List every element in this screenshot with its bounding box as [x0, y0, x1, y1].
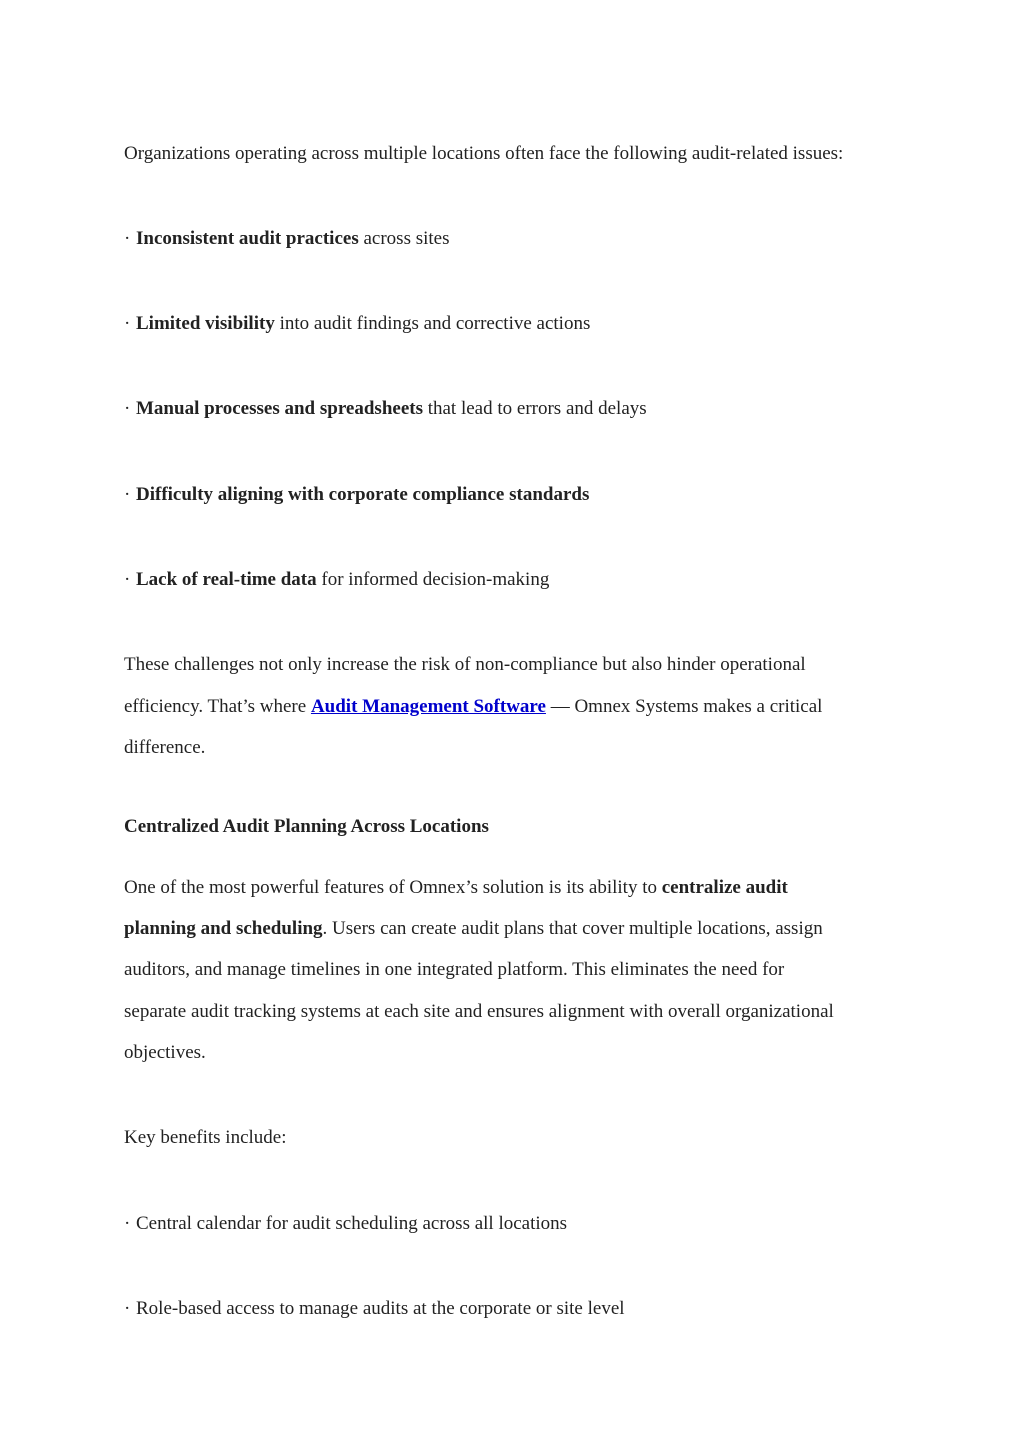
- issue-item: [124, 228, 450, 250]
- bullet-icon: ·: [124, 228, 131, 249]
- bullet-icon: ·: [124, 1213, 131, 1234]
- issue-text: across sites: [358, 228, 450, 249]
- issue-item: [124, 313, 590, 335]
- benefit-item: [124, 1213, 567, 1235]
- audit-management-software-link[interactable]: Audit Management Software: [310, 696, 546, 717]
- section-body-line: separate audit tracking systems at each site and ensures alignment with overall organizational: [124, 1001, 834, 1022]
- issue-text: that lead to errors and delays: [422, 398, 647, 419]
- section-body-line: [124, 918, 823, 940]
- issue-text: for informed decision-making: [316, 569, 550, 590]
- benefit-text: Central calendar for audit scheduling across all locations: [136, 1213, 568, 1234]
- bullet-icon: ·: [124, 484, 131, 505]
- challenges-text: efficiency. That’s where: [124, 696, 311, 717]
- section-heading: Centralized Audit Planning Across Locations: [124, 816, 489, 837]
- section-bold-text: centralize audit: [661, 877, 788, 898]
- bullet-icon: ·: [124, 313, 131, 334]
- section-bold-text: planning and scheduling: [124, 918, 323, 939]
- issue-bold-text: Lack of real-time data: [136, 569, 317, 590]
- bullet-icon: ·: [124, 1298, 131, 1319]
- bullet-icon: ·: [124, 569, 131, 590]
- benefit-text: Role-based access to manage audits at the corporate or site level: [136, 1298, 625, 1319]
- benefit-item: [124, 1298, 625, 1320]
- section-body-line: auditors, and manage timelines in one integrated platform. This eliminates the need for: [124, 959, 785, 980]
- intro-paragraph: Organizations operating across multiple locations often face the following audit-related issues:: [124, 143, 844, 164]
- issue-bold-text: Difficulty aligning with corporate compliance standards: [136, 484, 590, 505]
- challenges-paragraph-line: [124, 696, 822, 718]
- challenges-paragraph-line: difference.: [124, 737, 206, 758]
- section-text: One of the most powerful features of Omnex’s solution is its ability to: [124, 877, 662, 898]
- section-text: . Users can create audit plans that cover multiple locations, assign: [322, 918, 823, 939]
- issue-item: [124, 569, 549, 591]
- bullet-icon: ·: [124, 398, 131, 419]
- issue-text: into audit findings and corrective actions: [274, 313, 591, 334]
- benefits-intro: Key benefits include:: [124, 1127, 287, 1148]
- issue-bold-text: Limited visibility: [136, 313, 275, 334]
- challenges-paragraph-line: These challenges not only increase the risk of non-compliance but also hinder operational: [124, 654, 806, 675]
- section-body-line: [124, 877, 788, 899]
- issue-bold-text: Inconsistent audit practices: [136, 228, 359, 249]
- challenges-text: — Omnex Systems makes a critical: [545, 696, 823, 717]
- issue-item: [124, 398, 647, 420]
- issue-item: [124, 484, 589, 506]
- section-body-line: objectives.: [124, 1042, 206, 1063]
- issue-bold-text: Manual processes and spreadsheets: [136, 398, 423, 419]
